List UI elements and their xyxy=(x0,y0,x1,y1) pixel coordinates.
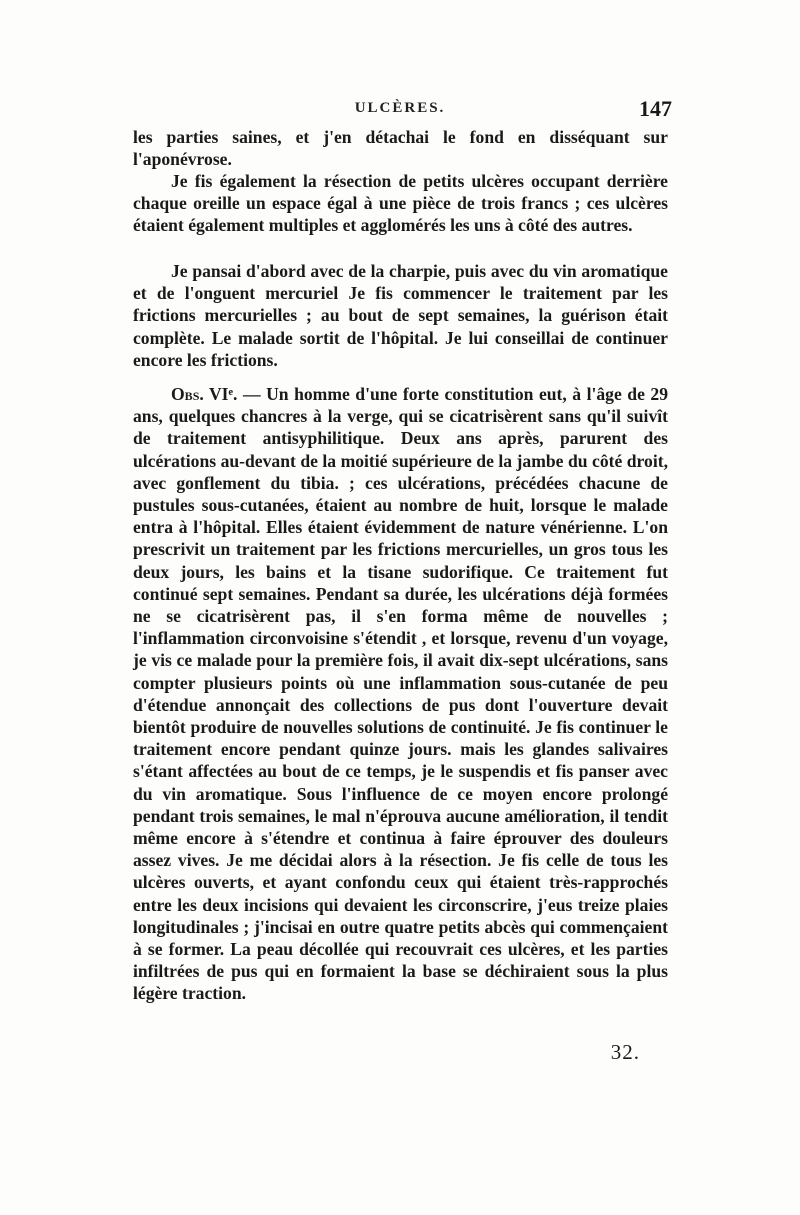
observation-label: Obs. VIᵉ. xyxy=(171,384,238,404)
page-number: 147 xyxy=(639,96,672,121)
paragraph-text: Je fis également la résection de petits ulcères occupant derrière chaque oreille un espace égal à une pièce de trois francs ; ces ulcères étaient également multiples et agglomérés les uns à côté des autres. xyxy=(133,171,668,236)
running-title: ULCÈRES. xyxy=(354,100,446,116)
paragraph-3 xyxy=(133,260,668,371)
observation-text: — Un homme d'une forte constitution eut, à l'âge de 29 ans, quelques chancres à la verge, qui se cicatrisèrent sans qu'il suivît de traitement antisyphilitique. Deux ans après, parurent des ulcérations au-devant de la moitié supérieure de la jambe du côté droit, avec gonflement du tibia. ; ces ulcérations, précédées chacune de pustules sous-cutanées, étaient au nombre de huit, lorsque le malade entra à l'hôpital. Elles étaient évidemment de nature vénérienne. L'on prescrivit un traitement par les frictions mercurielles, un gros tous les deux jours, les bains et la tisane sudorifique. Ce traitement fut continué sept semaines. Pendant sa durée, les ulcérations déjà formées ne se cicatrisèrent pas, il s'en forma même de nouvelles ; l'inflammation circonvoisine s'étendit , et lorsque, revenu d'un voyage, je vis ce malade pour la première fois, il avait dix-sept ulcérations, sans compter plusieurs points où une inflammation sous-cutanée de peu d'étendue annonçait des collections de pus dont l'ouverture devait bientôt produire de nouvelles solutions de continuité. Je fis continuer le traitement encore pendant quinze jours. mais les glandes salivaires s'étant affectées au bout de ce temps, je le suspendis et fis panser avec du vin aromatique. Sous l'influence de ce moyen encore prolongé pendant trois semaines, le mal n'éprouva aucune amélioration, il tendit même encore à s'étendre et continua à faire éprouver des douleurs assez vives. Je me décidai alors à la résection. Je fis celle de tous les ulcères ouverts, et ayant confondu ceux qui étaient très-rapprochés entre les deux incisions qui devaient les circonscrire, j'eus treize plaies longitudinales ; j'incisai en outre quatre petits abcès qui commençaient à se former. La peau décollée qui recouvrait ces ulcères, et les parties infiltrées de pus qui en formaient la base se déchiraient sous la plus légère traction. xyxy=(133,384,668,1004)
signature-mark: 32. xyxy=(610,1040,640,1064)
paragraph-1 xyxy=(133,126,668,170)
paragraph-text: les parties saines, et j'en détachai le fond en disséquant sur l'aponévrose. xyxy=(133,127,668,170)
observation-paragraph xyxy=(133,383,668,1005)
paragraph-2 xyxy=(133,170,668,237)
paragraph-text xyxy=(133,383,668,1005)
paragraph-text: Je pansai d'abord avec de la charpie, puis avec du vin aromatique et de l'onguent mercuriel Je fis commencer le traitement par les frictions mercurielles ; au bout de sept semaines, la guérison était complète. Le malade sortit de l'hôpital. Je lui conseillai de continuer encore les frictions. xyxy=(133,261,668,370)
